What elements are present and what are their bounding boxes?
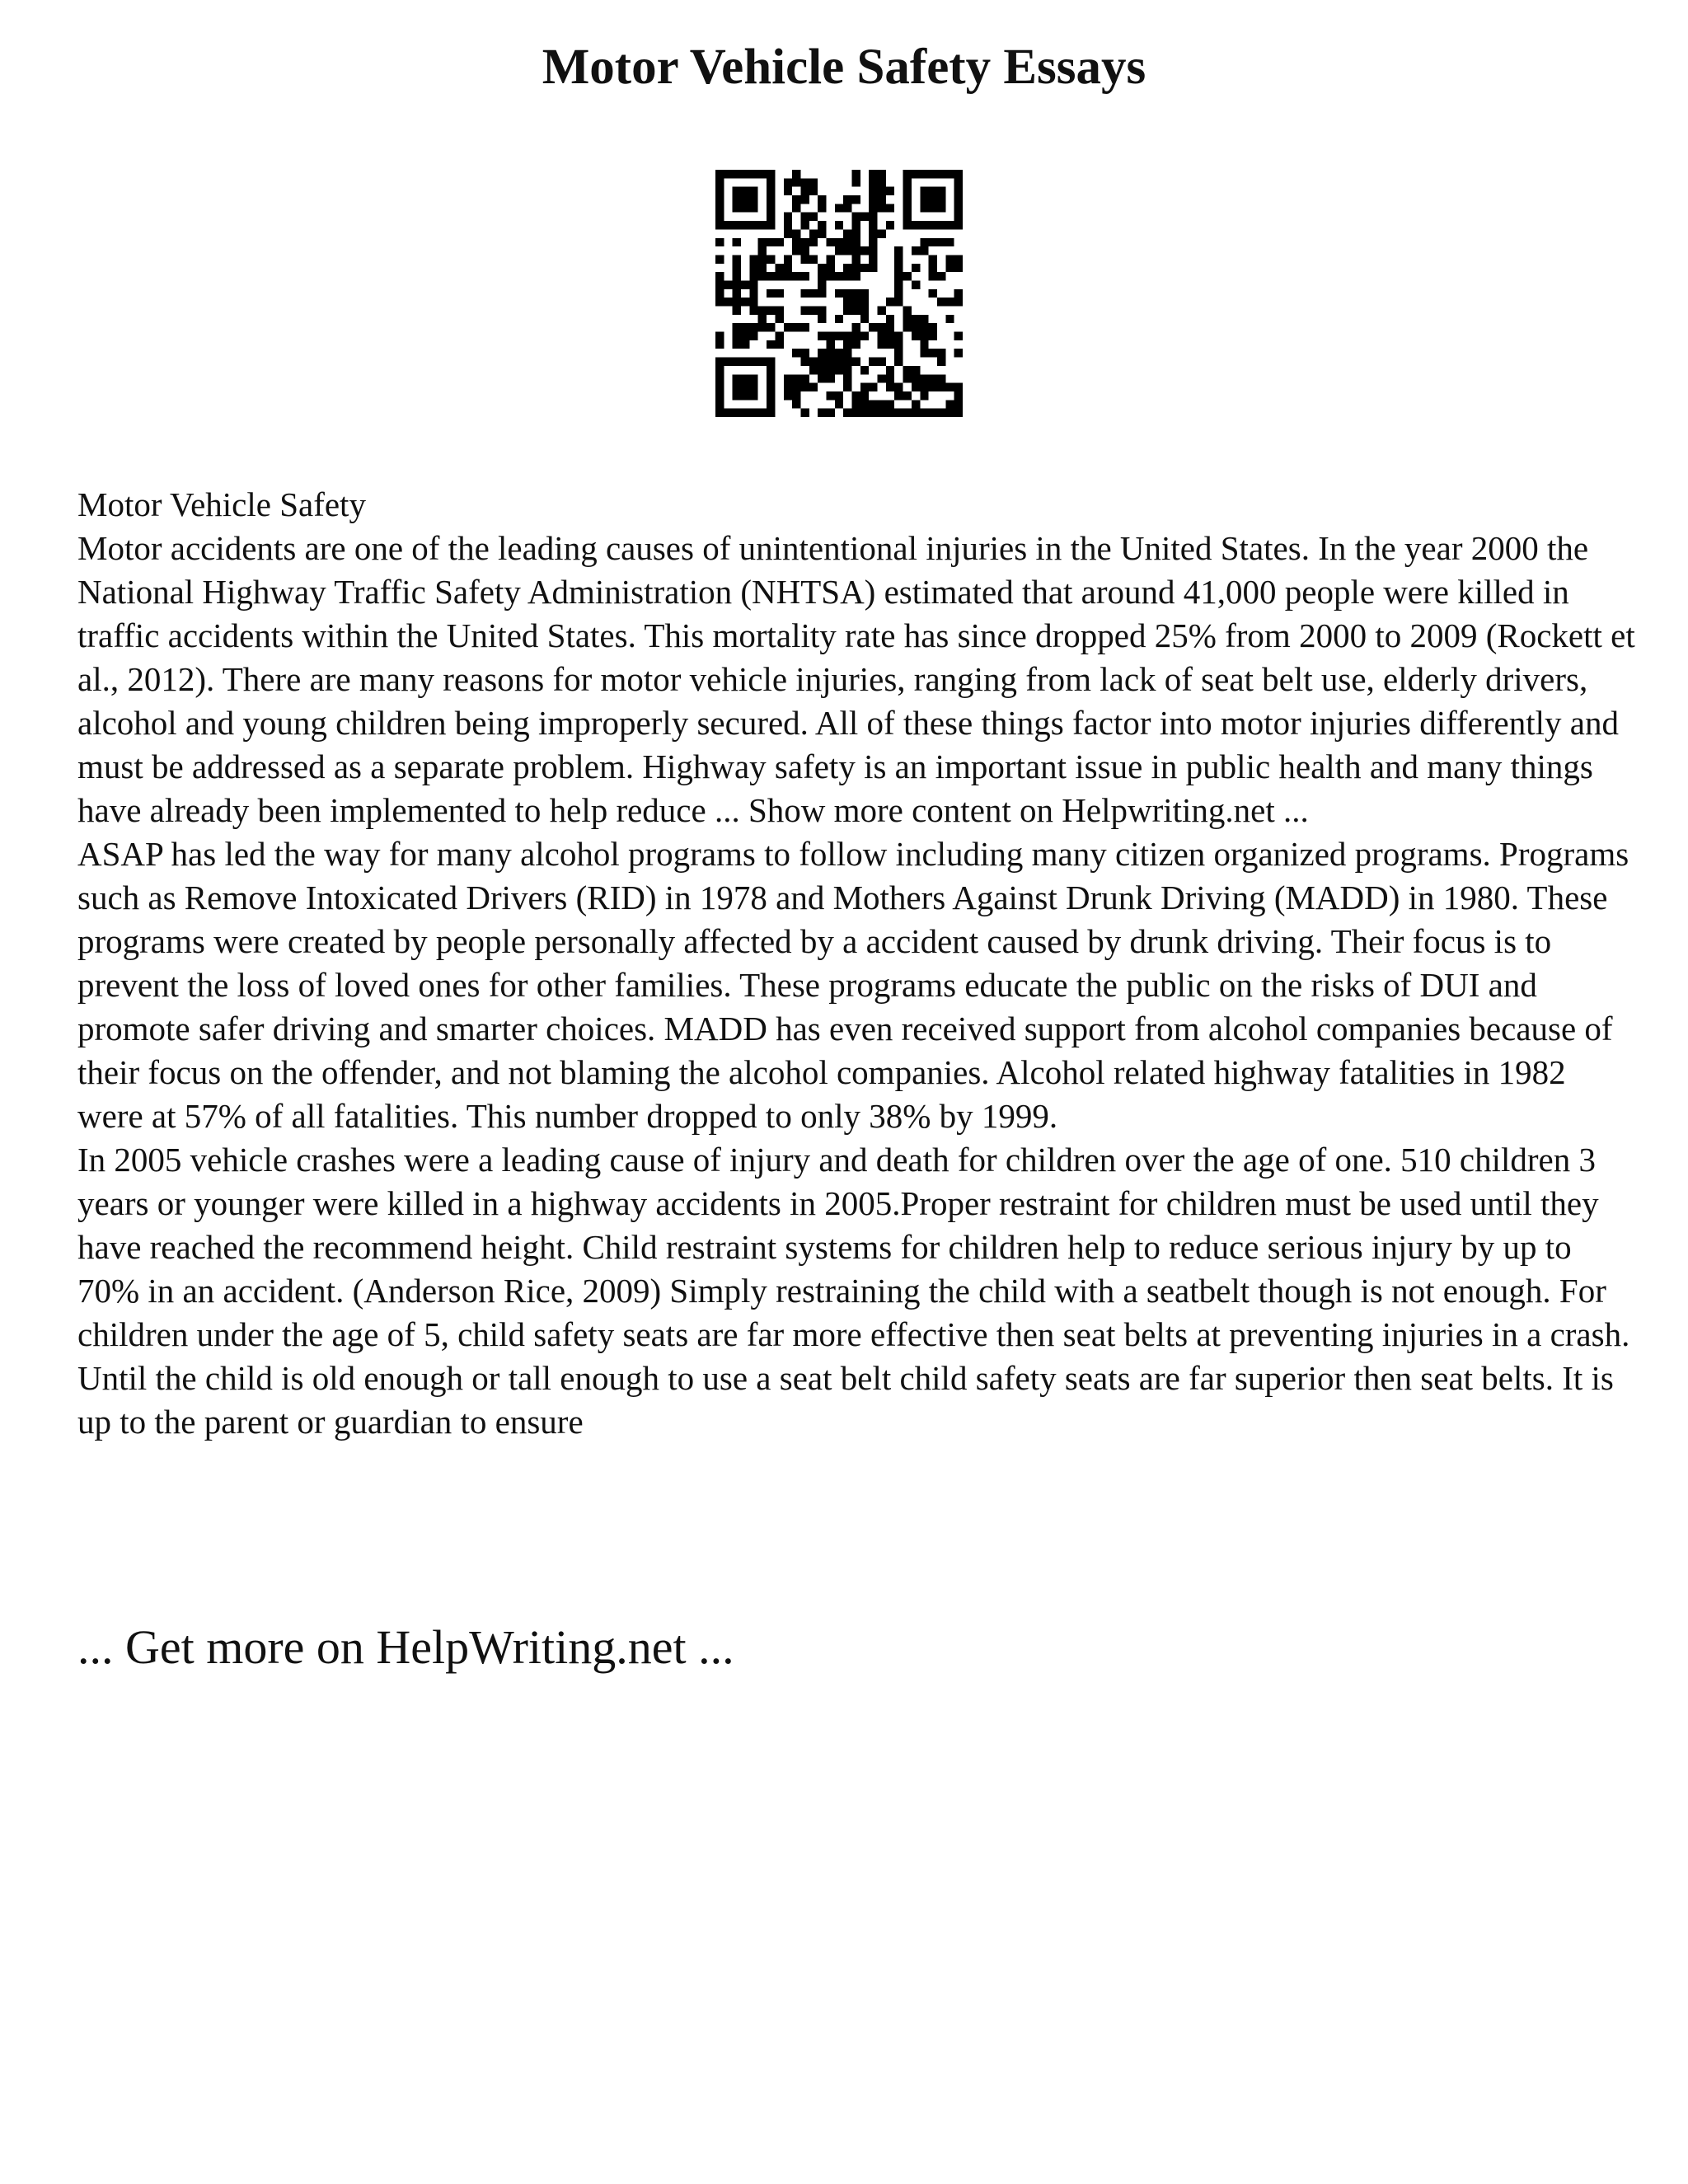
essay-paragraph-1: Motor accidents are one of the leading causes of unintentional injuries in the United States. In the year 2000 the National Highway Traffic Safety Administration (NHTSA) estimated that around 41,000 people were killed in traffic accidents within the United States. This mortality rate has since dropped 25% from 2000 to 2009 (Rockett et al., 2012). There are many reasons for motor vehicle injuries, ranging from lack of seat belt use, elderly drivers, alcohol and young children being improperly secured. All of these things factor into motor injuries differently and must be addressed as a separate problem. Highway safety is an important issue in public health and many things have already been implemented to help reduce ... Show more content on Helpwriting.net ... bbox=[77, 529, 1635, 829]
essay-paragraph-3: In 2005 vehicle crashes were a leading cause of injury and death for children over the age of one. 510 children 3 years or younger were killed in a highway accidents in 2005.Proper restraint for children must be used until they have reached the recommend height. Child restraint systems for children help to reduce serious injury by up to 70% in an accident. (Anderson Rice, 2009) Simply restraining the child with a seatbelt though is not enough. For children under the age of 5, child safety seats are far more effective then seat belts at preventing injuries in a crash. Until the child is old enough or tall enough to use a seat belt child safety seats are far superior then seat belts. It is up to the parent or guardian to ensure bbox=[77, 1141, 1630, 1441]
qr-code bbox=[715, 170, 963, 417]
page-title: Motor Vehicle Safety Essays bbox=[542, 40, 1146, 95]
essay-body bbox=[77, 483, 1635, 1444]
essay-heading: Motor Vehicle Safety bbox=[77, 485, 366, 523]
essay-paragraph-2: ASAP has led the way for many alcohol programs to follow including many citizen organized programs. Programs such as Remove Intoxicated Drivers (RID) in 1978 and Mothers Against Drunk Driving (MADD) in 1980. These programs were created by people personally affected by a accident caused by drunk driving. Their focus is to prevent the loss of loved ones for other families. These programs educate the public on the risks of DUI and promote safer driving and smarter choices. MADD has even received support from alcohol companies because of their focus on the offender, and not blaming the alcohol companies. Alcohol related highway fatalities in 1982 were at 57% of all fatalities. This number dropped to only 38% by 1999. bbox=[77, 835, 1629, 1135]
qr-code-icon bbox=[715, 170, 963, 417]
get-more-link[interactable]: ... Get more on HelpWriting.net ... bbox=[77, 1620, 734, 1674]
